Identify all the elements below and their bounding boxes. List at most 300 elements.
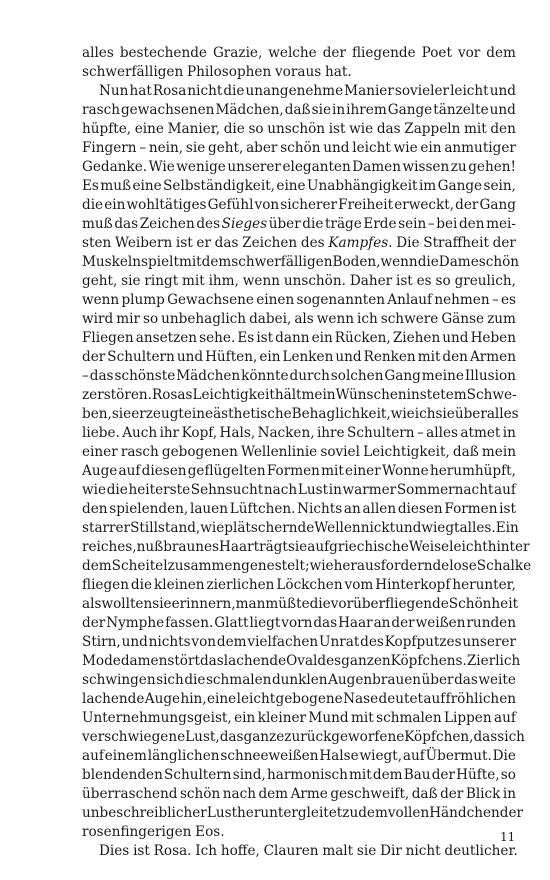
word: herumhüpft, bbox=[429, 463, 516, 479]
word: Wie bbox=[148, 159, 175, 175]
word: trägt bbox=[253, 539, 288, 555]
word: nein, bbox=[148, 140, 184, 156]
word: einen bbox=[256, 292, 295, 308]
word: Oval bbox=[286, 653, 318, 669]
word: Stirn, bbox=[82, 634, 121, 650]
text-line bbox=[82, 462, 516, 481]
word: Haar bbox=[338, 615, 373, 631]
word: schwerfälligen bbox=[82, 64, 184, 80]
word: erzeugt bbox=[131, 406, 184, 422]
word: tänzelte bbox=[433, 102, 489, 118]
word: Nun bbox=[99, 83, 129, 99]
word: rosenfingerigen bbox=[82, 824, 192, 840]
word: diesen bbox=[141, 463, 187, 479]
word: ganze bbox=[243, 729, 285, 745]
word: sie bbox=[111, 406, 132, 422]
word: Ziehen bbox=[392, 330, 441, 346]
word: Schwe- bbox=[466, 387, 517, 403]
word: Armen bbox=[469, 349, 516, 365]
word: geht, bbox=[82, 273, 118, 289]
word: Gefühl bbox=[207, 197, 254, 213]
word: unbehaglich bbox=[161, 311, 247, 327]
word: schwere bbox=[380, 311, 439, 327]
word: Unrat bbox=[319, 634, 360, 650]
word: Augenbrauen bbox=[328, 672, 422, 688]
word: an bbox=[343, 501, 361, 517]
word: Glatt bbox=[214, 615, 249, 631]
word: in bbox=[328, 482, 342, 498]
word: vielfachen bbox=[247, 634, 319, 650]
word: einem bbox=[104, 748, 147, 764]
word: daß bbox=[452, 444, 479, 460]
word: Nymphe bbox=[106, 615, 165, 631]
word: sind, bbox=[232, 767, 266, 783]
word: Schultern bbox=[347, 425, 415, 441]
word: so bbox=[435, 273, 451, 289]
word: und bbox=[176, 349, 204, 365]
word: zierlichen bbox=[206, 577, 275, 593]
word: sicherer bbox=[280, 197, 338, 213]
word: mei- bbox=[486, 216, 516, 232]
word: zum bbox=[487, 311, 516, 327]
word: wie bbox=[200, 520, 225, 536]
word: leicht bbox=[236, 691, 276, 707]
word: vom bbox=[344, 577, 374, 593]
word: auf bbox=[494, 710, 516, 726]
word: nehmen bbox=[434, 292, 490, 308]
word: erweckt, bbox=[394, 197, 455, 213]
word: Auch bbox=[122, 425, 158, 441]
word: Lust bbox=[297, 482, 329, 498]
word: dem bbox=[201, 254, 232, 270]
word: Haar bbox=[219, 539, 254, 555]
word: Lüftchen. bbox=[229, 501, 296, 517]
word: Nase bbox=[343, 691, 379, 707]
text-line bbox=[82, 500, 516, 519]
word: schwingen bbox=[82, 672, 156, 688]
word: die bbox=[184, 672, 206, 688]
word: ihre bbox=[316, 425, 345, 441]
word: Poet bbox=[421, 45, 452, 61]
word: Muskeln bbox=[82, 254, 142, 270]
word: alles bbox=[426, 425, 458, 441]
word: lauen bbox=[189, 501, 228, 517]
word: Fliegen bbox=[82, 330, 134, 346]
word: Lenken bbox=[282, 349, 334, 365]
word: dabei, bbox=[249, 311, 292, 327]
word: anmutiger bbox=[444, 140, 516, 156]
text-line bbox=[82, 253, 520, 272]
word: Modedamen bbox=[82, 653, 168, 669]
word: hinter bbox=[487, 539, 530, 555]
word: greulich, bbox=[454, 273, 516, 289]
word: leicht bbox=[449, 539, 488, 555]
word: Formen bbox=[444, 501, 498, 517]
text-line bbox=[82, 82, 516, 101]
word: Gänse bbox=[441, 311, 485, 327]
word: das bbox=[219, 729, 244, 745]
text-line bbox=[82, 291, 516, 310]
word: Kopf, bbox=[181, 425, 218, 441]
word: wie bbox=[82, 482, 107, 498]
word: zusammengenestelt; bbox=[167, 558, 310, 574]
word: so bbox=[500, 767, 516, 783]
text-line bbox=[82, 671, 516, 690]
word: ringt bbox=[144, 273, 179, 289]
word: liegt bbox=[249, 615, 281, 631]
word: des bbox=[196, 216, 221, 232]
word: mit bbox=[464, 121, 487, 137]
word: Unternehmungsgeist, bbox=[82, 710, 232, 726]
word: – bbox=[491, 292, 499, 308]
page-number: 11 bbox=[500, 830, 516, 844]
word: schneeweißen bbox=[220, 748, 319, 764]
word: Zappeln bbox=[404, 121, 461, 137]
word: bei bbox=[436, 216, 458, 232]
word: sein bbox=[398, 216, 427, 232]
word: das bbox=[199, 653, 224, 669]
word: mein bbox=[301, 387, 336, 403]
word: Manier bbox=[344, 83, 394, 99]
word: und bbox=[121, 634, 148, 650]
word: schönste bbox=[114, 368, 176, 384]
word: die bbox=[82, 197, 104, 213]
word: wie bbox=[349, 121, 374, 137]
word: wenn bbox=[380, 254, 418, 270]
word: überraschend bbox=[82, 786, 178, 802]
word: herunter, bbox=[452, 577, 516, 593]
word: lachende bbox=[82, 691, 145, 707]
word: Lust, bbox=[185, 729, 220, 745]
word: Sommernacht bbox=[396, 482, 494, 498]
word: plätschernde bbox=[224, 520, 315, 536]
word: unbeschreiblicher bbox=[82, 805, 207, 821]
word: Gange bbox=[387, 102, 433, 118]
word: Gange bbox=[437, 178, 483, 194]
word: so bbox=[142, 311, 159, 327]
text-line bbox=[82, 424, 516, 443]
word: harmonisch bbox=[266, 767, 348, 783]
word: auf bbox=[423, 691, 446, 707]
word: dem bbox=[258, 786, 289, 802]
word: stetem bbox=[419, 387, 467, 403]
word: allen bbox=[362, 501, 397, 517]
word: eine bbox=[134, 121, 164, 137]
word: sehe. bbox=[199, 330, 236, 346]
word: ein bbox=[311, 330, 333, 346]
word: Rosa. bbox=[153, 843, 192, 859]
word: Löckchen bbox=[276, 577, 343, 593]
word: Nichts bbox=[297, 501, 343, 517]
word: wiegt, bbox=[359, 748, 403, 764]
word: Schalke bbox=[476, 558, 532, 574]
word: fröhlichen bbox=[445, 691, 516, 707]
word: der bbox=[82, 349, 106, 365]
word: Die bbox=[492, 748, 516, 764]
word: als bbox=[82, 596, 102, 612]
word: Eos. bbox=[195, 824, 225, 840]
word: die bbox=[309, 596, 331, 612]
word: – bbox=[416, 425, 424, 441]
word: ein bbox=[234, 710, 256, 726]
word: ist bbox=[133, 843, 150, 859]
word: daß bbox=[284, 102, 311, 118]
word: leicht bbox=[352, 140, 391, 156]
word: nickt bbox=[360, 520, 396, 536]
word: sten bbox=[82, 235, 112, 251]
word: diesen bbox=[397, 501, 443, 517]
word: Mädchen bbox=[176, 368, 241, 384]
word: nicht bbox=[187, 83, 223, 99]
word: träge bbox=[324, 216, 362, 232]
word: auf bbox=[307, 539, 330, 555]
word: deutet bbox=[378, 691, 423, 707]
word: runden bbox=[466, 615, 516, 631]
word: das bbox=[454, 672, 478, 688]
text-line bbox=[82, 614, 516, 633]
word: ich bbox=[356, 311, 378, 327]
word: hüpfte, bbox=[82, 121, 132, 137]
word: hat bbox=[129, 83, 152, 99]
word: wenn bbox=[242, 273, 280, 289]
page-body bbox=[82, 44, 532, 861]
word: dem bbox=[82, 558, 112, 574]
word: vorüberfliegende bbox=[330, 596, 449, 612]
word: voraus bbox=[275, 64, 322, 80]
word: Hals, bbox=[219, 425, 256, 441]
word: die bbox=[417, 254, 439, 270]
word: von bbox=[254, 197, 280, 213]
word: so bbox=[248, 121, 264, 137]
word: nußbraunes bbox=[136, 539, 220, 555]
word: sogenannten bbox=[296, 292, 386, 308]
word: Dir bbox=[380, 843, 402, 859]
word: heruntergleitet bbox=[237, 805, 343, 821]
word: Gang bbox=[479, 197, 516, 213]
word: an bbox=[373, 615, 391, 631]
word: schmalen bbox=[205, 672, 272, 688]
word: Anlauf bbox=[387, 292, 433, 308]
word: griechische bbox=[329, 539, 409, 555]
word: zerstören. bbox=[82, 387, 152, 403]
word: dem bbox=[372, 767, 403, 783]
text-line bbox=[82, 329, 516, 348]
word: Köpfchen, bbox=[404, 729, 474, 745]
word: gewachsenen bbox=[120, 102, 215, 118]
text-line bbox=[82, 215, 516, 234]
text-line bbox=[82, 595, 519, 614]
word: der bbox=[455, 197, 479, 213]
word: auf bbox=[494, 482, 516, 498]
word: spielenden, bbox=[109, 501, 189, 517]
word: rasch bbox=[82, 102, 120, 118]
word: weite bbox=[478, 672, 516, 688]
word: stört bbox=[167, 653, 200, 669]
word: die bbox=[223, 83, 245, 99]
word: wohltätiges bbox=[126, 197, 207, 213]
text-line bbox=[82, 177, 516, 196]
word: geht, bbox=[208, 140, 244, 156]
word: dem bbox=[358, 805, 388, 821]
word: Unabhängigkeit bbox=[307, 178, 418, 194]
word: das bbox=[313, 615, 338, 631]
word: Sehnsucht bbox=[190, 482, 264, 498]
word: schwerfälligen bbox=[231, 254, 333, 270]
word: Zeichen bbox=[139, 216, 195, 232]
word: ihm, bbox=[208, 273, 239, 289]
word: zu bbox=[450, 159, 467, 175]
word: Halse bbox=[319, 748, 359, 764]
word: über bbox=[421, 672, 454, 688]
word: Erde bbox=[363, 216, 397, 232]
text-line bbox=[82, 272, 516, 291]
word: das bbox=[89, 368, 114, 384]
word: den bbox=[82, 501, 108, 517]
word: der bbox=[492, 235, 516, 251]
word: Rosas bbox=[151, 387, 193, 403]
word: vor bbox=[457, 45, 481, 61]
text-line bbox=[82, 766, 516, 785]
word: in bbox=[502, 425, 516, 441]
text-line bbox=[82, 405, 519, 424]
word: Ein bbox=[495, 520, 519, 536]
word: herausfordernde bbox=[333, 558, 450, 574]
word: ist bbox=[256, 330, 274, 346]
word: auf bbox=[118, 463, 141, 479]
word: Lust bbox=[206, 805, 238, 821]
word: lachende bbox=[223, 653, 287, 669]
word: – bbox=[427, 216, 435, 232]
text-line bbox=[82, 557, 532, 576]
word: Gang bbox=[384, 368, 421, 384]
word: sovieler bbox=[394, 83, 450, 99]
word: starrer bbox=[82, 520, 131, 536]
word: wenige bbox=[176, 159, 226, 175]
word: solchen bbox=[330, 368, 384, 384]
word: Die bbox=[396, 235, 420, 251]
word: ben, bbox=[82, 406, 112, 422]
word: Stillstand, bbox=[130, 520, 201, 536]
word: ihrem bbox=[346, 102, 387, 118]
text-line bbox=[82, 443, 516, 462]
word: Dame bbox=[438, 254, 479, 270]
word: es bbox=[500, 292, 516, 308]
word: kleiner bbox=[257, 710, 306, 726]
word: unschön bbox=[267, 121, 326, 137]
word: Fingern bbox=[82, 140, 137, 156]
word: eine bbox=[183, 406, 214, 422]
text-line bbox=[82, 196, 516, 215]
word: Ich bbox=[195, 843, 218, 859]
word: wenn bbox=[82, 292, 120, 308]
word: Sieges bbox=[221, 216, 268, 232]
word: Zeichen bbox=[242, 235, 298, 251]
text-line bbox=[82, 158, 516, 177]
word: Scheitel bbox=[111, 558, 168, 574]
word: Gewachsene bbox=[167, 292, 254, 308]
word: zu bbox=[342, 805, 359, 821]
text-line bbox=[82, 576, 516, 595]
word: vorn bbox=[281, 615, 313, 631]
word: Arme bbox=[290, 786, 328, 802]
word: sie bbox=[185, 140, 206, 156]
word: Köpfchens. bbox=[390, 653, 467, 669]
word: ein bbox=[420, 140, 442, 156]
text-line bbox=[82, 823, 516, 842]
word: Wellenlinie bbox=[240, 444, 318, 460]
word: und bbox=[323, 140, 350, 156]
word: Manier, bbox=[167, 121, 221, 137]
word: vollen bbox=[387, 805, 430, 821]
word: nach bbox=[222, 786, 256, 802]
word: fliegen bbox=[82, 577, 129, 593]
word: die bbox=[130, 577, 153, 593]
word: wird bbox=[82, 311, 114, 327]
word: und bbox=[489, 102, 516, 118]
word: sie bbox=[435, 406, 455, 422]
word: schön bbox=[478, 254, 520, 270]
word: ich bbox=[414, 406, 436, 422]
word: dem bbox=[486, 45, 516, 61]
word: ansetzen bbox=[135, 330, 198, 346]
word: über bbox=[268, 216, 301, 232]
word: Weibern bbox=[114, 235, 173, 251]
word: gebogenen bbox=[161, 444, 238, 460]
word: in bbox=[332, 102, 346, 118]
word: und bbox=[489, 83, 516, 99]
text-line bbox=[82, 139, 516, 158]
word: und bbox=[442, 330, 469, 346]
text-line bbox=[82, 101, 516, 120]
word: – bbox=[82, 368, 89, 384]
word: Wonne bbox=[381, 463, 429, 479]
word: aber bbox=[246, 140, 278, 156]
text-line bbox=[82, 120, 516, 139]
word: und bbox=[395, 520, 422, 536]
word: des bbox=[300, 235, 325, 251]
word: Illusion bbox=[464, 368, 516, 384]
word: sie bbox=[356, 843, 377, 859]
text-line bbox=[82, 234, 516, 253]
word: alles. bbox=[459, 520, 496, 536]
word: muß bbox=[100, 178, 132, 194]
word: Bau bbox=[403, 767, 431, 783]
word: Hinterkopf bbox=[375, 577, 451, 593]
word: Lippen bbox=[444, 710, 492, 726]
word: erinnern, bbox=[171, 596, 236, 612]
word: Rücken, bbox=[334, 330, 391, 346]
word: in bbox=[406, 387, 420, 403]
word: Schultern bbox=[107, 349, 175, 365]
word: geflügelten bbox=[187, 463, 266, 479]
word: geschweift, bbox=[330, 786, 410, 802]
word: Leichtigkeit bbox=[192, 387, 275, 403]
word: lose bbox=[449, 558, 477, 574]
text-line bbox=[82, 348, 516, 367]
word: als bbox=[294, 311, 314, 327]
word: meine bbox=[421, 368, 464, 384]
text-line bbox=[82, 747, 516, 766]
word: eleganten bbox=[282, 159, 351, 175]
word: gehen! bbox=[468, 159, 516, 175]
text-line bbox=[82, 386, 516, 405]
word: wie bbox=[393, 140, 418, 156]
word: mit bbox=[178, 254, 202, 270]
word: hin, bbox=[180, 691, 207, 707]
word: schmalen bbox=[376, 710, 442, 726]
word: der bbox=[391, 615, 415, 631]
word: Es bbox=[237, 330, 255, 346]
